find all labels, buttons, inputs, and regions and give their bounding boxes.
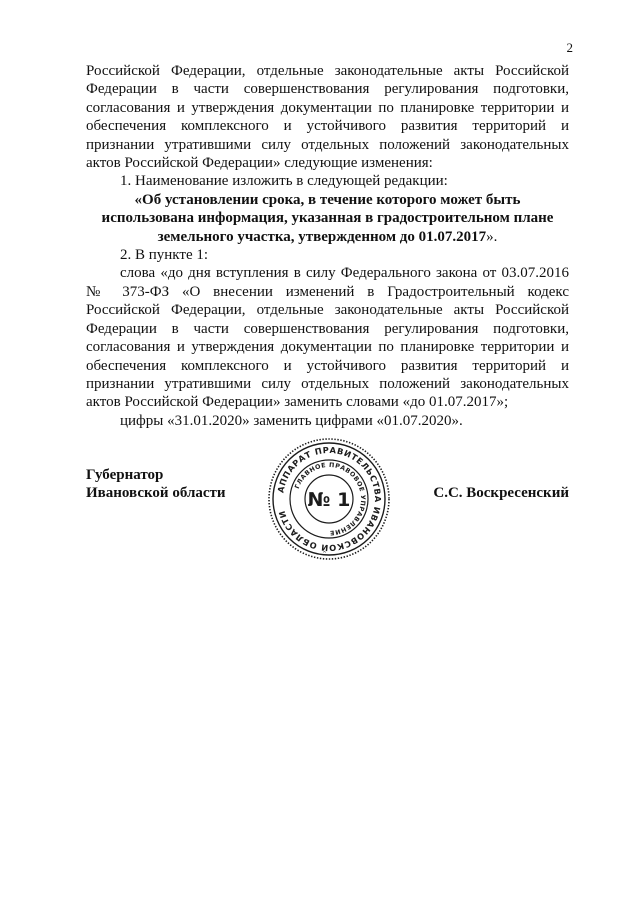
document-body	[86, 62, 569, 430]
new-title-tail-text: ».	[486, 228, 498, 245]
signatory-name: С.С. Воскресенский	[433, 485, 569, 501]
signatory-title-line-1: Губернатор	[86, 467, 164, 483]
new-title-bold-text: «Об установлении срока, в течение которого может быть использована информация, указанная в градостроительном плане земельного участка, утвержденном до 01.07.2017	[101, 191, 554, 245]
seal-center-number: № 1	[307, 489, 351, 511]
signatory-title-line-2: Ивановской области	[86, 485, 226, 501]
seal-outer-ring-text: АППАРАТ ПРАВИТЕЛЬСТВА ИВАНОВСКОЙ ОБЛАСТИ	[275, 444, 384, 554]
signatory-title	[86, 466, 226, 502]
signature-block	[86, 444, 569, 574]
paragraph-item-1: 1. Наименование изложить в следующей редакции:	[120, 173, 448, 190]
paragraph-digits-replacement: цифры «31.01.2020» заменить цифрами «01.07.2020».	[120, 412, 463, 429]
official-seal-stamp	[266, 436, 392, 562]
paragraph-item-2: 2. В пункте 1:	[120, 247, 209, 264]
page-number: 2	[566, 40, 573, 55]
seal-inner-ring-text: ГЛАВНОЕ ПРАВОВОЕ УПРАВЛЕНИЕ	[293, 461, 367, 537]
paragraph-words-replacement: слова «до дня вступления в силу Федерального закона от 03.07.2016 № 373-ФЗ «О внесении изменений в Градостроительный кодекс Российской Федерации, отдельные законодательные акты Российской Федерации в части совершенствования регулирования подготовки, согласования и утверждения документации по планировке территории и обеспечения комплексного и устойчивого развития территорий и признании утратившими силу отдельных положений законодательных актов Российской Федерации» заменить словами «до 01.07.2017»;	[86, 265, 569, 411]
paragraph-intro-continuation: Российской Федерации, отдельные законодательные акты Российской Федерации в части совершенствования регулирования подготовки, согласования и утверждения документации по планировке территории и обеспечения комплексного и устойчивого развития территорий и признании утратившими силу отдельных положений законодательных актов Российской Федерации» следующие изменения:	[86, 63, 569, 172]
new-title-paragraph	[86, 191, 569, 246]
